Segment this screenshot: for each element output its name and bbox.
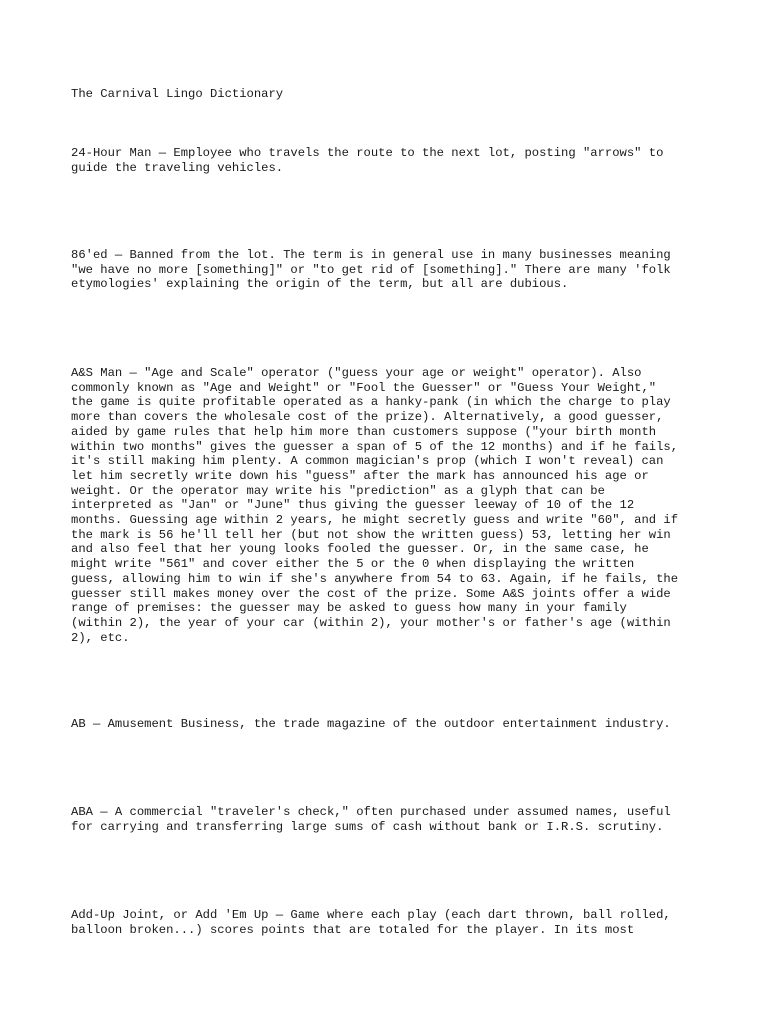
entry-line: might write "561" and cover either the 5 or the 0 when displaying the written [71,557,635,572]
entry-line: for carrying and transferring large sums of cash without bank or I.R.S. scrutiny. [71,819,664,834]
entry-line: ABA — A commercial "traveler's check," often purchased under assumed names, useful [71,805,671,819]
entry-line: guesser still makes money over the cost of the prize. Some A&S joints offer a wide [71,586,671,601]
entry-line: guess, allowing him to win if she's anywhere from 54 to 63. Again, if he fails, the [71,571,679,586]
entry-86ed [71,248,711,292]
entry-line: 24-Hour Man — Employee who travels the route to the next lot, posting "arrows" to [71,146,664,160]
entry-line: it's still making him plenty. A common magician's prop (which I won't reveal) can [71,454,664,469]
entry-line: months. Guessing age within 2 years, he might secretly guess and write "60", and if [71,513,679,528]
entry-line: commonly known as "Age and Weight" or "Fool the Guesser" or "Guess Your Weight," [71,380,657,395]
entry-line: Add-Up Joint, or Add 'Em Up — Game where each play (each dart thrown, ball rolled, [71,908,671,922]
entry-as-man [71,366,711,645]
entry-line: AB — Amusement Business, the trade magazine of the outdoor entertainment industry. [71,717,671,731]
entry-aba [71,805,711,834]
entry-line: the game is quite profitable operated as a hanky-pank (in which the charge to play [71,395,671,410]
entry-line: balloon broken...) scores points that are totaled for the player. In its most [71,922,635,937]
entry-line: aided by game rules that help him more than customers suppose ("your birth month [71,424,657,439]
entry-line: 2), etc. [71,630,130,645]
entry-line: and also feel that her young looks fooled the guesser. Or, in the same case, he [71,542,649,557]
entry-line: guide the traveling vehicles. [71,160,284,175]
entry-line: range of premises: the guesser may be asked to guess how many in your family [71,601,627,616]
entry-line: "we have no more [something]" or "to get rid of [something]." There are many 'folk [71,262,671,277]
entry-line: 86'ed — Banned from the lot. The term is in general use in many businesses meaning [71,248,671,262]
entry-add-up-joint [71,908,711,937]
entry-line: A&S Man — "Age and Scale" operator ("guess your age or weight" operator). Also [71,366,642,380]
document-title: The Carnival Lingo Dictionary [71,87,284,101]
entry-line: (within 2), the year of your car (within 2), your mother's or father's age (within [71,615,671,630]
entry-ab [71,717,711,732]
entry-line: more than covers the wholesale cost of the prize). Alternatively, a good guesser, [71,410,664,425]
entry-line: interpreted as "Jan" or "June" thus giving the guesser leeway of 10 of the 12 [71,498,635,513]
entry-line: weight. Or the operator may write his "prediction" as a glyph that can be [71,483,605,498]
entry-line: within two months" gives the guesser a span of 5 of the 12 months) and if he fails, [71,439,679,454]
entry-line: the mark is 56 he'll tell her (but not show the written guess) 53, letting her win [71,527,671,542]
entry-24-hour-man [71,146,711,175]
entry-line: let him secretly write down his "guess" after the mark has announced his age or [71,468,649,483]
entry-line: etymologies' explaining the origin of the term, but all are dubious. [71,277,569,292]
